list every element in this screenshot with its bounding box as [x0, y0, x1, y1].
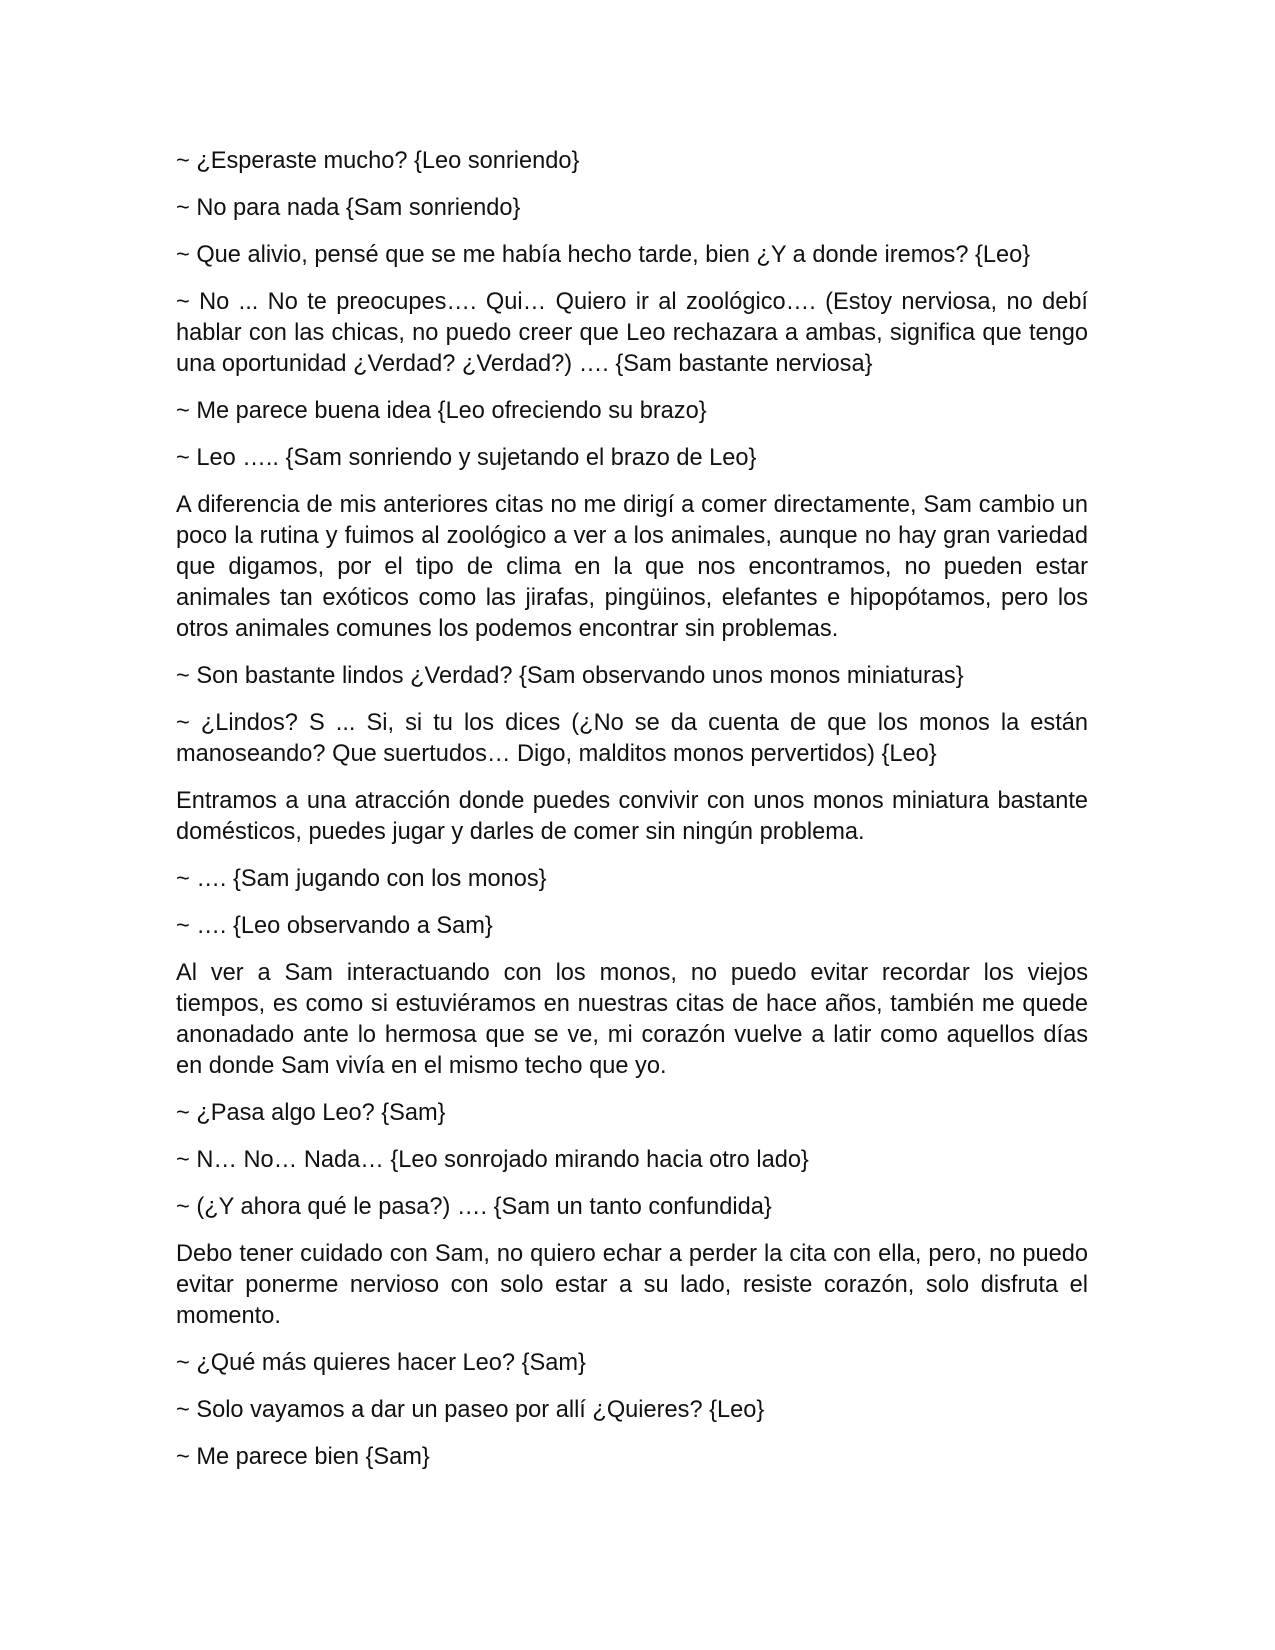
dialogue-line: ~ …. {Leo observando a Sam} [176, 913, 493, 939]
narrative-paragraph: Debo tener cuidado con Sam, no quiero echar a perder la cita con ella, pero, no puedo evitar ponerme nervioso con solo estar a su lado, resiste corazón, solo disfruta el momento. [176, 1241, 1088, 1329]
dialogue-line: ~ ¿Qué más quieres hacer Leo? {Sam} [176, 1350, 586, 1376]
dialogue-line: ~ ¿Lindos? S ... Si, si tu los dices (¿No se da cuenta de que los monos la están manoseando? Que suertudos… Digo, malditos monos pervertidos) {Leo} [176, 710, 1088, 767]
dialogue-line: ~ …. {Sam jugando con los monos} [176, 866, 547, 892]
dialogue-line: ~ Leo ….. {Sam sonriendo y sujetando el brazo de Leo} [176, 445, 757, 471]
narrative-paragraph: Al ver a Sam interactuando con los monos, no puedo evitar recordar los viejos tiempos, es como si estuviéramos en nuestras citas de hace años, también me quede anonadado ante lo hermosa que se ve, mi corazón vuelve a latir como aquellos días en donde Sam vivía en el mismo techo que yo. [176, 960, 1088, 1079]
dialogue-line: ~ No ... No te preocupes…. Qui… Quiero ir al zoológico…. (Estoy nerviosa, no debí hablar con las chicas, no puedo creer que Leo rechazara a ambas, significa que tengo una oportunidad ¿Verdad? ¿Verdad?) …. {Sam bastante nerviosa} [176, 289, 1088, 377]
dialogue-line: ~ No para nada {Sam sonriendo} [176, 195, 521, 221]
document-page [176, 146, 1088, 1489]
narrative-paragraph: Entramos a una atracción donde puedes convivir con unos monos miniatura bastante domésticos, puedes jugar y darles de comer sin ningún problema. [176, 788, 1088, 845]
dialogue-line: ~ ¿Pasa algo Leo? {Sam} [176, 1100, 446, 1126]
dialogue-line: ~ N… No… Nada… {Leo sonrojado mirando hacia otro lado} [176, 1147, 809, 1173]
dialogue-line: ~ Solo vayamos a dar un paseo por allí ¿Quieres? {Leo} [176, 1397, 765, 1423]
dialogue-line: ~ ¿Esperaste mucho? {Leo sonriendo} [176, 148, 580, 174]
dialogue-line: ~ Me parece bien {Sam} [176, 1444, 430, 1470]
dialogue-line: ~ Que alivio, pensé que se me había hecho tarde, bien ¿Y a donde iremos? {Leo} [176, 242, 1031, 268]
dialogue-line: ~ Son bastante lindos ¿Verdad? {Sam observando unos monos miniaturas} [176, 663, 964, 689]
dialogue-line: ~ (¿Y ahora qué le pasa?) …. {Sam un tanto confundida} [176, 1194, 772, 1220]
narrative-paragraph: A diferencia de mis anteriores citas no me dirigí a comer directamente, Sam cambio un poco la rutina y fuimos al zoológico a ver a los animales, aunque no hay gran variedad que digamos, por el tipo de clima en la que nos encontramos, no pueden estar animales tan exóticos como las jirafas, pingüinos, elefantes e hipopótamos, pero los otros animales comunes los podemos encontrar sin problemas. [176, 492, 1088, 642]
dialogue-line: ~ Me parece buena idea {Leo ofreciendo su brazo} [176, 398, 707, 424]
